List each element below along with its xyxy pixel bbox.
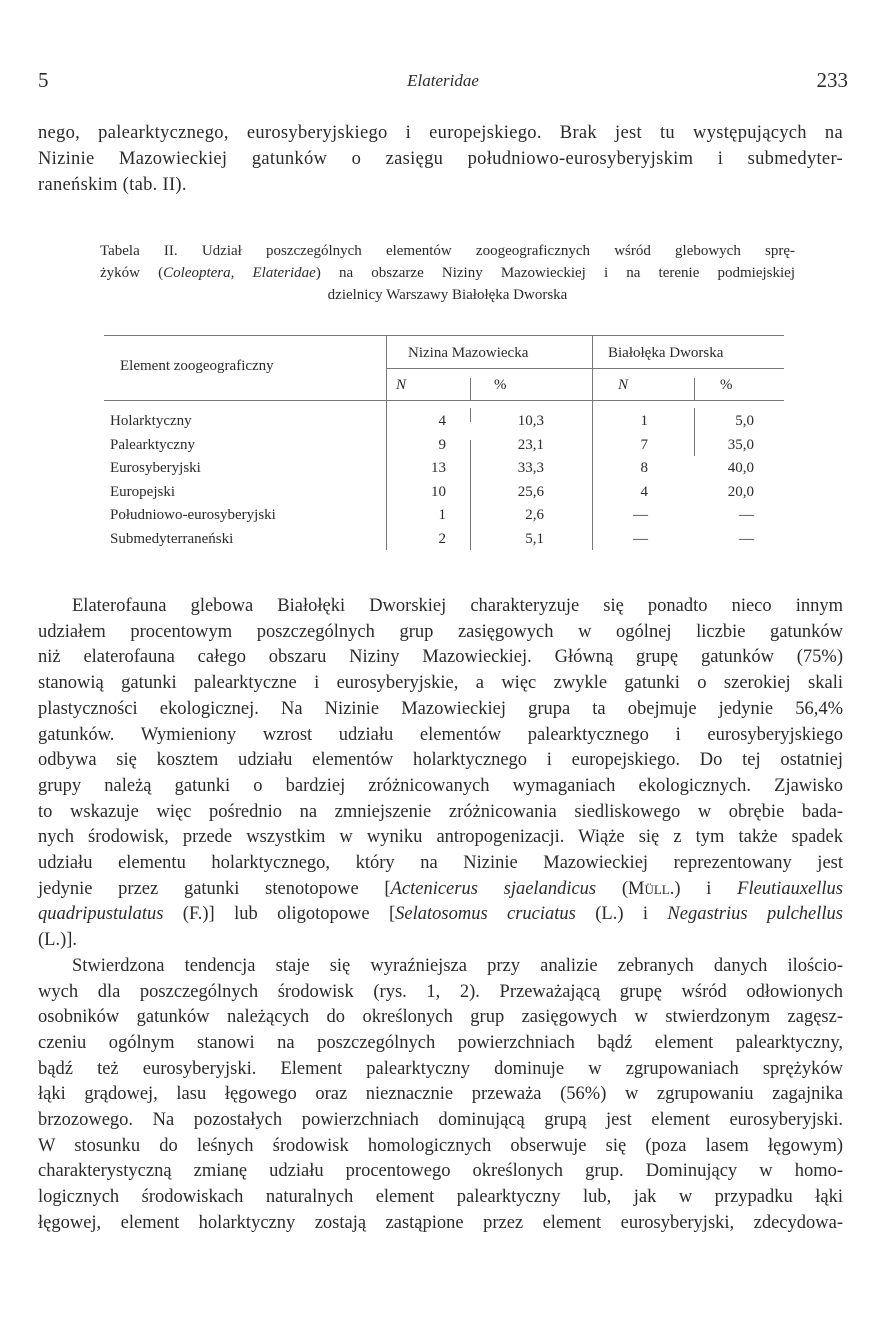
header-n2: N xyxy=(618,377,629,393)
cell-element: Holarktyczny xyxy=(110,413,192,429)
header-n1: N xyxy=(396,377,407,393)
caption-text: żyków ( xyxy=(100,265,164,281)
cell-pct-nizina: 5,1 xyxy=(525,530,544,547)
cell-element: Palearktyczny xyxy=(110,436,195,453)
cell-n-bialoleka: 8 xyxy=(640,460,648,476)
text-line: niż elaterofauna całego obszaru Niziny Mazowieckiej. Główną grupę gatunków (75%) xyxy=(38,647,843,668)
page-number-left: 5 xyxy=(38,68,49,92)
cell-n-bialoleka: 7 xyxy=(640,436,648,453)
intro-line: Nizinie Mazowieckiej gatunków o zasięgu południowo-eurosyberyjskim i submedyter- xyxy=(38,149,843,169)
caption-line: Tabela II. Udział poszczególnych elementów zoogeograficznych wśród glebowych sprę- xyxy=(100,243,795,259)
page-header xyxy=(38,68,848,98)
text-line: Elaterofauna glebowa Białołęki Dworskiej charakteryzuje się ponadto nieco innym xyxy=(72,596,843,616)
header-bottom-rule xyxy=(104,400,784,401)
running-title: Elateridae xyxy=(407,71,479,90)
cell-element: Południowo-eurosyberyjski xyxy=(110,507,276,523)
cell-n-bialoleka: 1 xyxy=(640,413,648,429)
intro-line: raneńskim (tab. II). xyxy=(38,175,187,195)
caption-line xyxy=(100,262,795,284)
header-element: Element zoogeograficzny xyxy=(120,358,274,374)
caption-line: dzielnicy Warszawy Białołęka Dworska xyxy=(327,287,568,303)
text-line: wych dla poszczególnych środowisk (rys. 1, 2). Przeważającą grupę wśród odłowionych xyxy=(38,981,843,1002)
text-line: czeniu ogólnym stanowi na poszczególnych powierzchniach bądź element palearktyczny, xyxy=(38,1032,843,1053)
cell-n-nizina: 13 xyxy=(431,460,446,476)
text-line: osobników gatunków należących do określonych grup zasięgowych w stwierdzonym zagęsz- xyxy=(38,1007,843,1028)
cell-pct-bialoleka: 35,0 xyxy=(727,436,754,453)
header-nizina: Nizina Mazowiecka xyxy=(408,345,529,361)
cell-pct-nizina: 33,3 xyxy=(517,460,544,476)
text-line: gatunków. Wymieniony wzrost udziału elementów palearktycznego i eurosyberyjskiego xyxy=(38,724,843,745)
cell-n-bialoleka: — xyxy=(633,530,648,547)
text-line xyxy=(38,902,843,928)
text-line: Stwierdzona tendencja staje się wyraźniejsza przy analizie zebranych danych ilościo- xyxy=(72,955,843,976)
table-caption xyxy=(100,240,795,306)
header-pct2: % xyxy=(720,377,733,393)
intro-line: nego, palearktycznego, eurosyberyjskiego i europejskiego. Brak jest tu występujących na xyxy=(38,123,843,143)
cell-element: Submedyterraneński xyxy=(110,530,234,547)
cell-n-bialoleka: — xyxy=(633,507,648,523)
cell-pct-bialoleka: 20,0 xyxy=(727,483,754,500)
column-separator xyxy=(694,378,695,400)
body-text xyxy=(38,594,843,1237)
species-name: Selatosomus cruciatus xyxy=(395,904,576,925)
text-run: (L.) i xyxy=(575,904,668,925)
text-line: brzozowego. Na pozostałych powierzchniach dominującą grupą jest element eurosyberyjski. xyxy=(38,1110,843,1131)
text-line xyxy=(38,877,843,903)
header-bialoleka: Białołęka Dworska xyxy=(608,345,724,361)
group-rule xyxy=(386,368,784,369)
cell-n-nizina: 2 xyxy=(438,530,446,547)
caption-taxon: Coleoptera, Elateridae xyxy=(163,265,316,281)
cell-pct-nizina: 23,1 xyxy=(517,436,544,453)
species-name: quadripustulatus xyxy=(38,904,164,925)
text-line: łąki grądowej, lasu łęgowego oraz nieznacznie przeważa (56%) w zgrupowaniu zagajnika xyxy=(38,1084,843,1105)
species-name: Actenicerus sjaelandicus xyxy=(390,878,597,899)
column-separator xyxy=(470,440,471,550)
text-line: grupy należą gatunki o bardziej zróżnicowanych wymaganiach ekologicznych. Zjawisko xyxy=(38,775,843,796)
species-name: Fleutiauxellus xyxy=(737,878,843,899)
text-line: logicznych środowiskach naturalnych element palearktyczny lub, jak w przypadku łąki xyxy=(38,1187,843,1208)
table-top-rule xyxy=(104,335,784,336)
text-run: ) i xyxy=(674,878,738,899)
caption-text: ) na obszarze Niziny Mazowieckiej i na terenie podmiejskiej xyxy=(315,265,795,281)
header-pct1: % xyxy=(494,377,507,393)
data-table xyxy=(104,332,784,550)
text-line: udziałem procentowym poszczególnych grup zasięgowych w ogólnej liczbie gatunków xyxy=(38,621,843,642)
text-line: (L.)]. xyxy=(38,930,78,951)
text-line: odbywa się kosztem udziału elementów holarktycznego i europejskiego. Do tej ostatniej xyxy=(38,750,843,771)
cell-pct-bialoleka: — xyxy=(739,507,754,523)
page-number-right: 233 xyxy=(816,68,848,92)
cell-n-nizina: 9 xyxy=(438,436,446,453)
cell-n-nizina: 1 xyxy=(438,507,446,523)
text-line: udziału elementu holarktycznego, który na Nizinie Mazowieckiej reprezentowany jest xyxy=(38,853,843,874)
column-separator xyxy=(470,408,471,422)
species-name: Negastrius pulchellus xyxy=(667,904,843,925)
cell-element: Europejski xyxy=(110,483,175,500)
paragraph xyxy=(38,954,843,1237)
text-line: bądź też eurosyberyjski. Element palearktyczny dominuje w zgrupowaniach sprężyków xyxy=(38,1058,843,1079)
cell-n-nizina: 4 xyxy=(438,413,446,429)
text-line: W stosunku do leśnych środowisk homologicznych obserwuje się (poza lasem łęgowym) xyxy=(38,1135,843,1156)
author-name: Müll. xyxy=(628,878,675,899)
column-separator xyxy=(470,378,471,400)
paragraph xyxy=(38,594,843,954)
text-line: charakterystyczną zmianę udziału procentowego określonych grup. Dominujący w homo- xyxy=(38,1161,843,1182)
text-line: stanowią gatunki palearktyczne i eurosyberyjskie, a więc zwykle gatunki o szerokiej skali xyxy=(38,673,843,694)
intro-paragraph xyxy=(38,120,843,198)
text-line: nych środowisk, przede wszystkim w wyniku antropogenizacji. Wiąże się z tym także spadek xyxy=(38,827,843,848)
text-run: jedynie przez gatunki stenotopowe [ xyxy=(38,878,391,899)
cell-pct-nizina: 2,6 xyxy=(525,507,544,523)
cell-element: Eurosyberyjski xyxy=(110,460,201,476)
text-line: to wskazuje więc pośrednio na zmniejszenie zróżnicowania siedliskowego w obrębie bada- xyxy=(38,801,843,822)
text-line: plastyczności ekologicznej. Na Nizinie Mazowieckiej grupa ta obejmuje jedynie 56,4% xyxy=(38,698,843,719)
cell-pct-bialoleka: 5,0 xyxy=(735,413,754,429)
text-run: ( xyxy=(596,878,629,899)
text-run: (F.)] lub oligotopowe [ xyxy=(163,904,396,925)
cell-n-bialoleka: 4 xyxy=(640,483,648,500)
cell-pct-bialoleka: — xyxy=(739,530,754,547)
cell-pct-nizina: 25,6 xyxy=(517,483,544,500)
text-line: łęgowej, element holarktyczny zostają zastąpione przez element eurosyberyjski, zdecydowa- xyxy=(38,1212,843,1233)
cell-pct-nizina: 10,3 xyxy=(517,413,544,429)
cell-n-nizina: 10 xyxy=(431,483,446,500)
cell-pct-bialoleka: 40,0 xyxy=(727,460,754,476)
